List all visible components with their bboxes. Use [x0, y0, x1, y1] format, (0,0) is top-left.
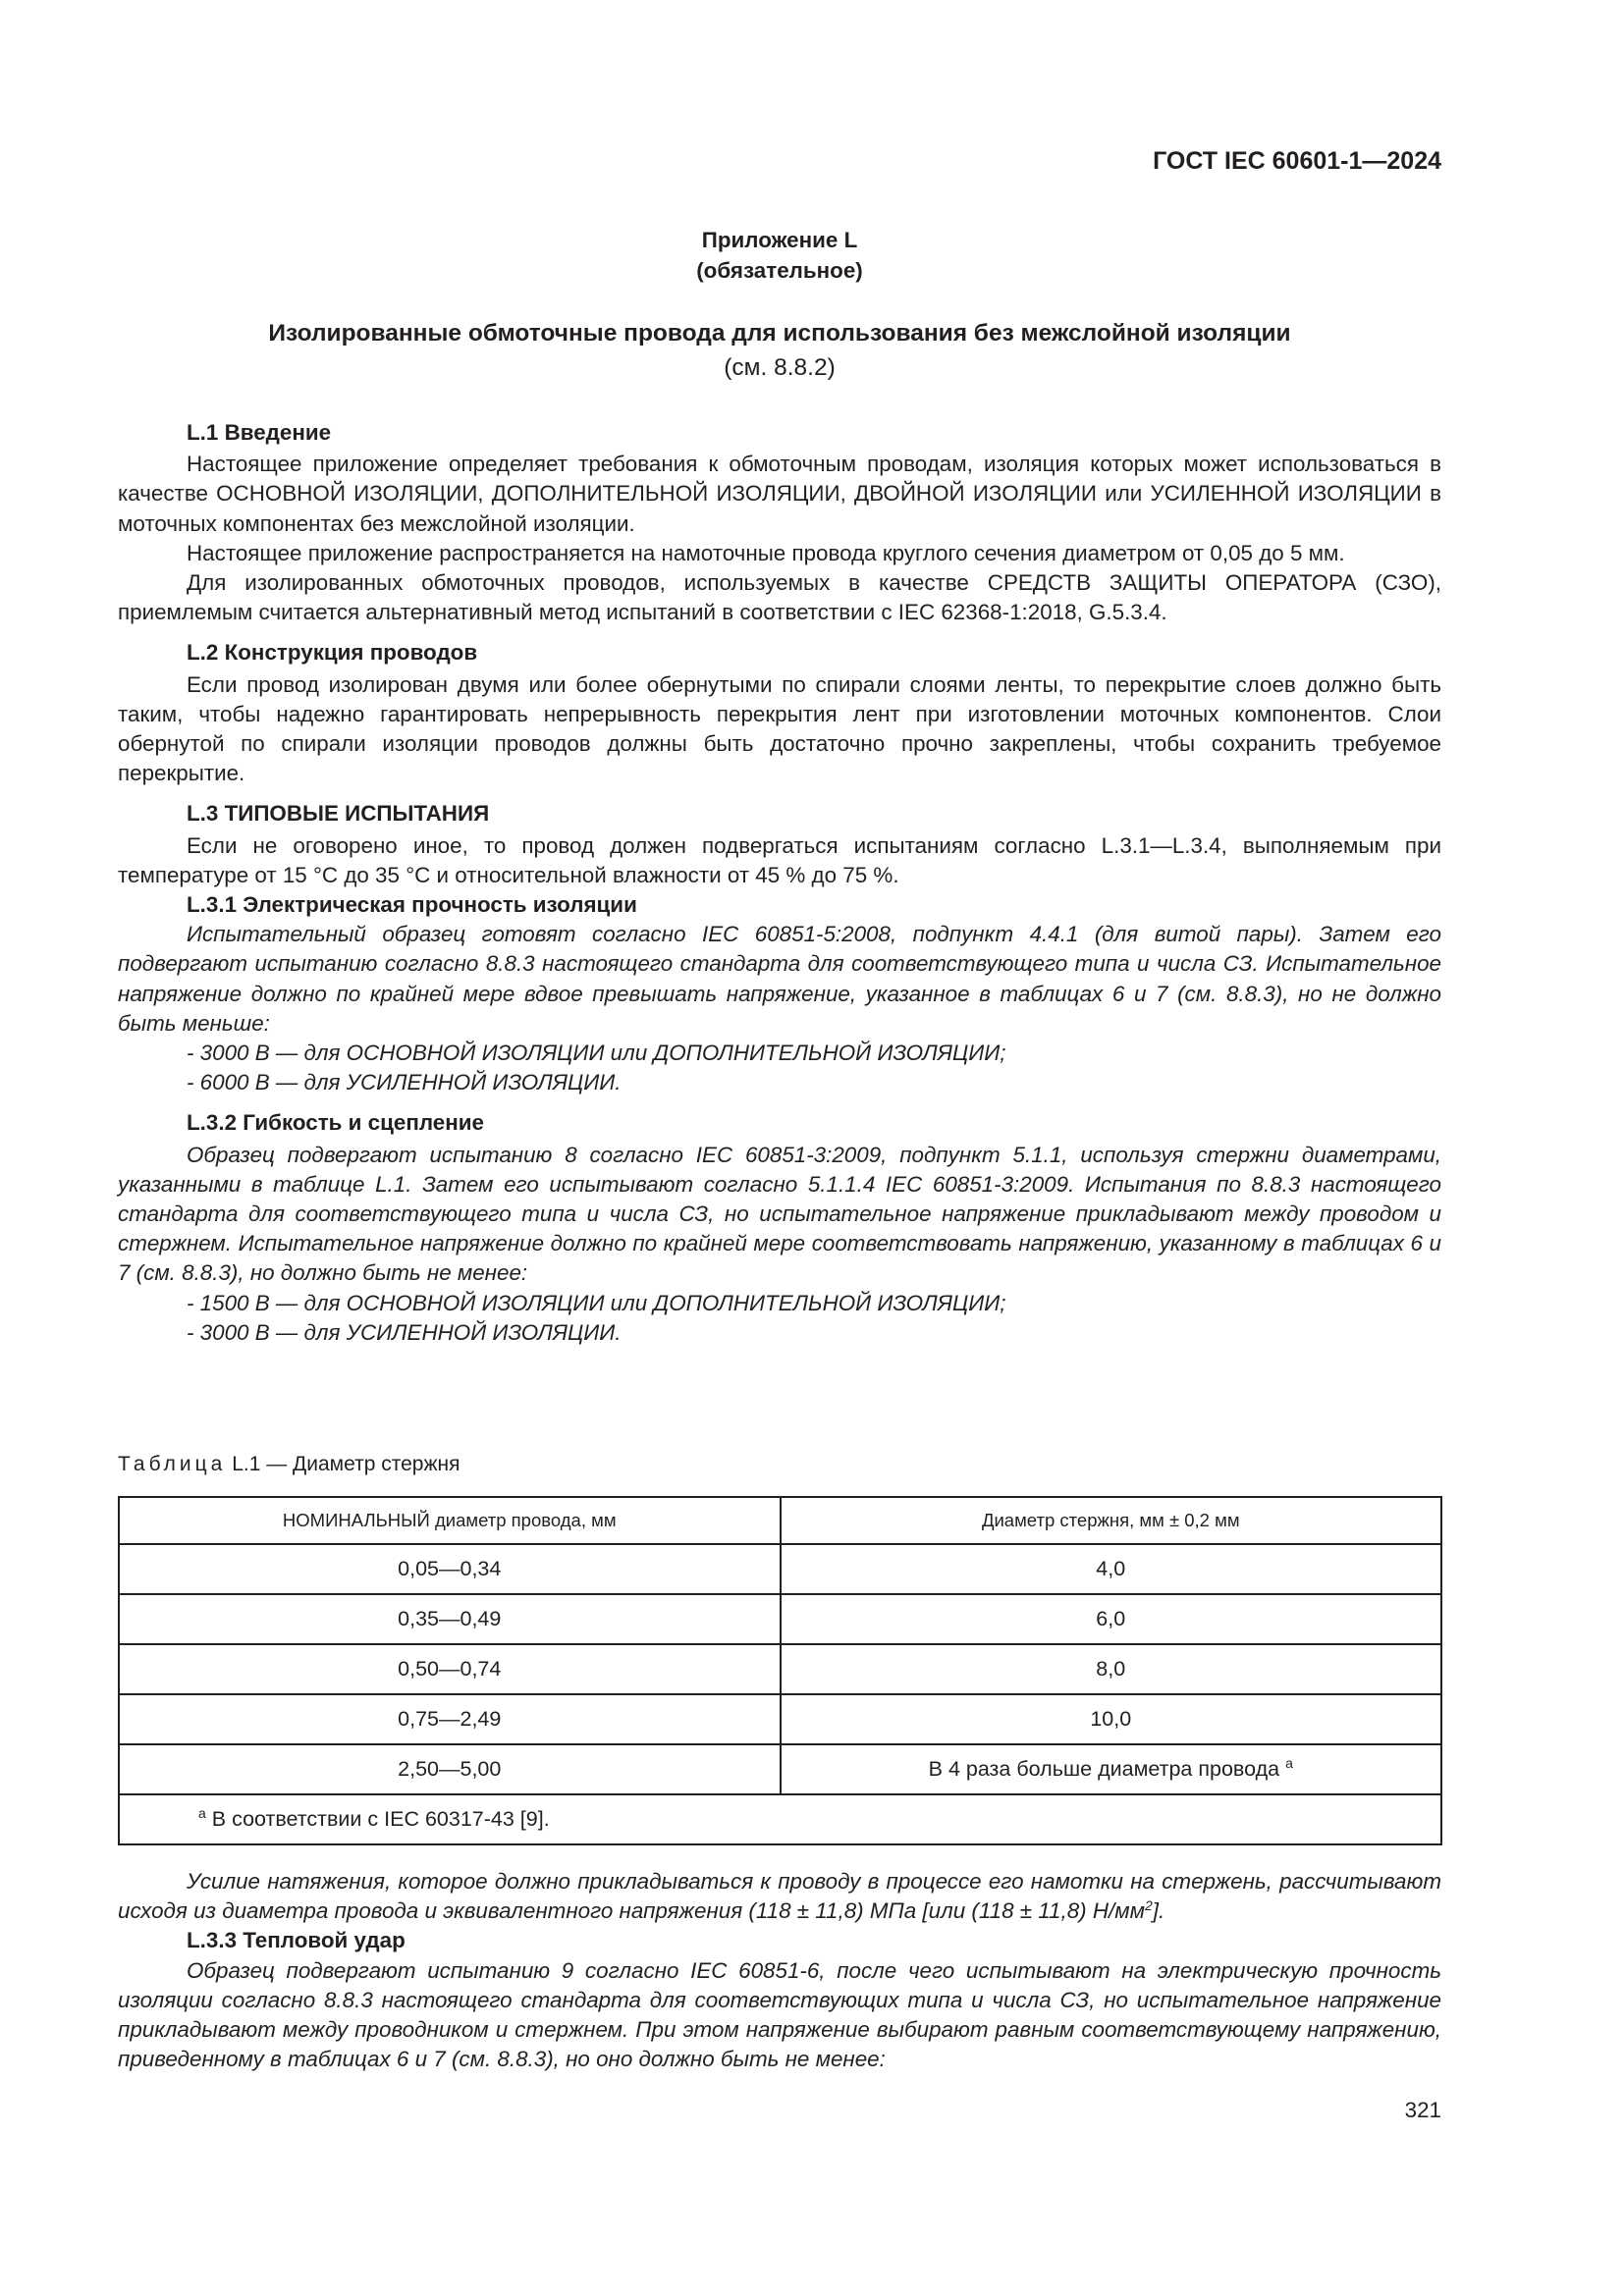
superscript: 2	[1144, 1897, 1153, 1914]
table-cell: 0,75—2,49	[119, 1694, 781, 1744]
tension-text: Усилие натяжения, которое должно прикладываться к проводу в процессе его намотки на стержень, рассчитывают исходя из диаметра провода и эквивалентного напряжения (118 ± 11,8) МПа [или (118 ± 11,8) Н/мм	[118, 1869, 1441, 1924]
table-cell: 2,50—5,00	[119, 1744, 781, 1794]
rod-diameter-table	[118, 1496, 1442, 1845]
table-cell: 4,0	[781, 1544, 1442, 1594]
table-footnote-row	[119, 1794, 1441, 1844]
footnote-text: В соответствии с IEC 60317-43 [9].	[211, 1807, 550, 1831]
section-l33-title: L.3.3 Тепловой удар	[187, 1928, 406, 1953]
table-cell: 8,0	[781, 1644, 1442, 1694]
section-l1-paragraph: Настоящее приложение распространяется на намоточные провода круглого сечения диаметром от 0,05 до 5 мм.	[187, 540, 1345, 565]
table-header-cell: НОМИНАЛЬНЫЙ диаметр провода, мм	[119, 1497, 781, 1544]
section-l31-title: L.3.1 Электрическая прочность изоляции	[187, 892, 637, 918]
table-cell: 10,0	[781, 1694, 1442, 1744]
page-number: 321	[1404, 2098, 1441, 2122]
section-l32-title: L.3.2 Гибкость и сцепление	[187, 1110, 484, 1136]
list-item: - 6000 В — для УСИЛЕННОЙ ИЗОЛЯЦИИ.	[187, 1070, 622, 1095]
annex-status: (обязательное)	[696, 258, 863, 283]
list-item: - 3000 В — для ОСНОВНОЙ ИЗОЛЯЦИИ или ДОПОЛНИТЕЛЬНОЙ ИЗОЛЯЦИИ;	[187, 1041, 1006, 1066]
tension-text-end: ].	[1152, 1898, 1165, 1924]
footnote-marker: а	[1285, 1755, 1293, 1771]
table-caption	[118, 1453, 460, 1476]
table-cell: 6,0	[781, 1594, 1442, 1644]
table-cell: 0,05—0,34	[119, 1544, 781, 1594]
annex-heading: Изолированные обмоточные провода для использования без межслойной изоляции	[268, 320, 1291, 347]
list-item: - 1500 В — для ОСНОВНОЙ ИЗОЛЯЦИИ или ДОПОЛНИТЕЛЬНОЙ ИЗОЛЯЦИИ;	[187, 1290, 1006, 1315]
standard-header: ГОСТ IEC 60601-1—2024	[1153, 147, 1441, 175]
table-row	[119, 1744, 1441, 1794]
table-row	[119, 1594, 1441, 1644]
section-l32-paragraph: Образец подвергают испытанию 8 согласно IEC 60851-3:2009, подпункт 5.1.1, используя стержни диаметрами, указанными в таблице L.1. Затем его испытывают согласно 5.1.1.4 IEC 60851-3:2009. Испытания по 8.8.3 настоящего стандарта для соответствующего типа и числа СЗ, но испытательное напряжение прикладывают между проводом и стержнем. Испытательное напряжение должно по крайней мере соответствовать напряжению, указанному в таблицах 6 и 7 (см. 8.8.3), но должно быть не менее:	[118, 1142, 1441, 1286]
section-l33-paragraph: Образец подвергают испытанию 9 согласно IEC 60851-6, после чего испытывают на электрическую прочность изоляции согласно 8.8.3 настоящего стандарта для соответствующих типа и числа СЗ, но испытательное напряжение прикладывают между проводником и стержнем. При этом напряжение выбирают равным соответствующему напряжению, приведенному в таблицах 6 и 7 (см. 8.8.3), но оно должно быть не менее:	[118, 1957, 1441, 2072]
table-caption-word: Таблица	[118, 1453, 227, 1475]
table-row	[119, 1644, 1441, 1694]
table-header-cell: Диаметр стержня, мм ± 0,2 мм	[781, 1497, 1442, 1544]
section-l3-title: L.3 ТИПОВЫЕ ИСПЫТАНИЯ	[187, 801, 490, 827]
table-row	[119, 1544, 1441, 1594]
table-caption-text: L.1 — Диаметр стержня	[232, 1453, 460, 1475]
section-l1-paragraph: Для изолированных обмоточных проводов, используемых в качестве СРЕДСТВ ЗАЩИТЫ ОПЕРАТОРА (СЗО), приемлемым считается альтернативный метод испытаний в соответствии с IEC 62368-1:2018, G.5.3.4.	[118, 570, 1441, 625]
section-l2-title: L.2 Конструкция проводов	[187, 640, 478, 666]
section-l2-paragraph: Если провод изолирован двумя или более обернутыми по спирали слоями ленты, то перекрытие слоев должно быть таким, чтобы надежно гарантировать непрерывность перекрытия лент при изготовлении моточных компонентов. Слои обернутой по спирали изоляции проводов должны быть достаточно прочно закреплены, чтобы сохранить требуемое перекрытие.	[118, 671, 1441, 786]
footnote-marker: а	[198, 1805, 206, 1821]
section-l1-title: L.1 Введение	[187, 420, 332, 445]
table-footnote	[119, 1794, 1441, 1844]
table-cell-text: В 4 раза больше диаметра провода	[928, 1757, 1280, 1781]
list-item: - 3000 В — для УСИЛЕННОЙ ИЗОЛЯЦИИ.	[187, 1319, 622, 1345]
after-table-content	[118, 1867, 1441, 2074]
main-content	[118, 412, 1441, 1348]
annex-title: Приложение L	[701, 228, 858, 252]
section-l1-paragraph: Настоящее приложение определяет требования к обмоточным проводам, изоляция которых может использоваться в качестве ОСНОВНОЙ ИЗОЛЯЦИИ, ДОПОЛНИТЕЛЬНОЙ ИЗОЛЯЦИИ, ДВОЙНОЙ ИЗОЛЯЦИИ или УСИЛЕННОЙ ИЗОЛЯЦИИ в моточных компонентах без межслойной изоляции.	[118, 452, 1441, 536]
table-cell	[781, 1744, 1442, 1794]
section-l31-paragraph: Испытательный образец готовят согласно IEC 60851-5:2008, подпункт 4.4.1 (для витой пары). Затем его подвергают испытанию согласно 8.8.3 настоящего стандарта для соответствующего типа и числа СЗ. Испытательное напряжение должно по крайней мере вдвое превышать напряжение, указанное в таблицах 6 и 7 (см. 8.8.3), но не должно быть меньше:	[118, 922, 1441, 1036]
table-cell: 0,50—0,74	[119, 1644, 781, 1694]
section-l3-paragraph: Если не оговорено иное, то провод должен подвергаться испытаниям согласно L.3.1—L.3.4, выполняемым при температуре от 15 °С до 35 °С и относительной влажности от 45 % до 75 %.	[118, 832, 1441, 887]
table-row	[119, 1694, 1441, 1744]
table-header-row	[119, 1497, 1441, 1544]
annex-ref: (см. 8.8.2)	[724, 354, 836, 381]
tension-paragraph	[118, 1867, 1441, 1926]
table-cell: 0,35—0,49	[119, 1594, 781, 1644]
